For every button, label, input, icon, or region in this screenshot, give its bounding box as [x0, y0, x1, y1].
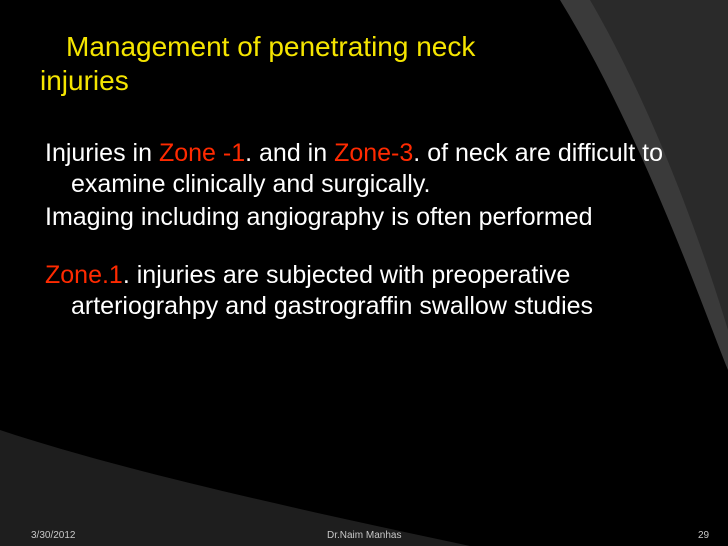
- slide-title-line-1: Management of penetrating neck: [66, 31, 476, 62]
- paragraph-zones-text-b: . and in: [245, 139, 335, 167]
- paragraph-zones-text-a: Injuries in: [45, 139, 159, 167]
- paragraph-imaging: Imaging including angiography is often performed: [45, 203, 593, 231]
- footer-author: Dr.Naim Manhas: [327, 530, 402, 541]
- slide-title: [40, 30, 560, 98]
- paragraph-zones-text-c: . of neck are difficult to examine clinically and surgically.: [71, 139, 663, 198]
- zone-1-highlight: Zone -1: [158, 139, 246, 167]
- footer-page-number: 29: [698, 530, 710, 541]
- zone-3-highlight: Zone-3: [334, 139, 414, 167]
- slide-title-line-2: injuries: [40, 65, 129, 96]
- paragraph-zone-1-text: . injuries are subjected with preoperative arteriograhpy and gastrograffin swallow studies: [71, 261, 594, 320]
- zone-1-label: Zone.1: [45, 261, 123, 289]
- footer-date: 3/30/2012: [31, 530, 76, 541]
- slide-body: [45, 138, 685, 322]
- paragraph-zone-1-management: [45, 260, 685, 322]
- paragraph-zones: [45, 138, 685, 200]
